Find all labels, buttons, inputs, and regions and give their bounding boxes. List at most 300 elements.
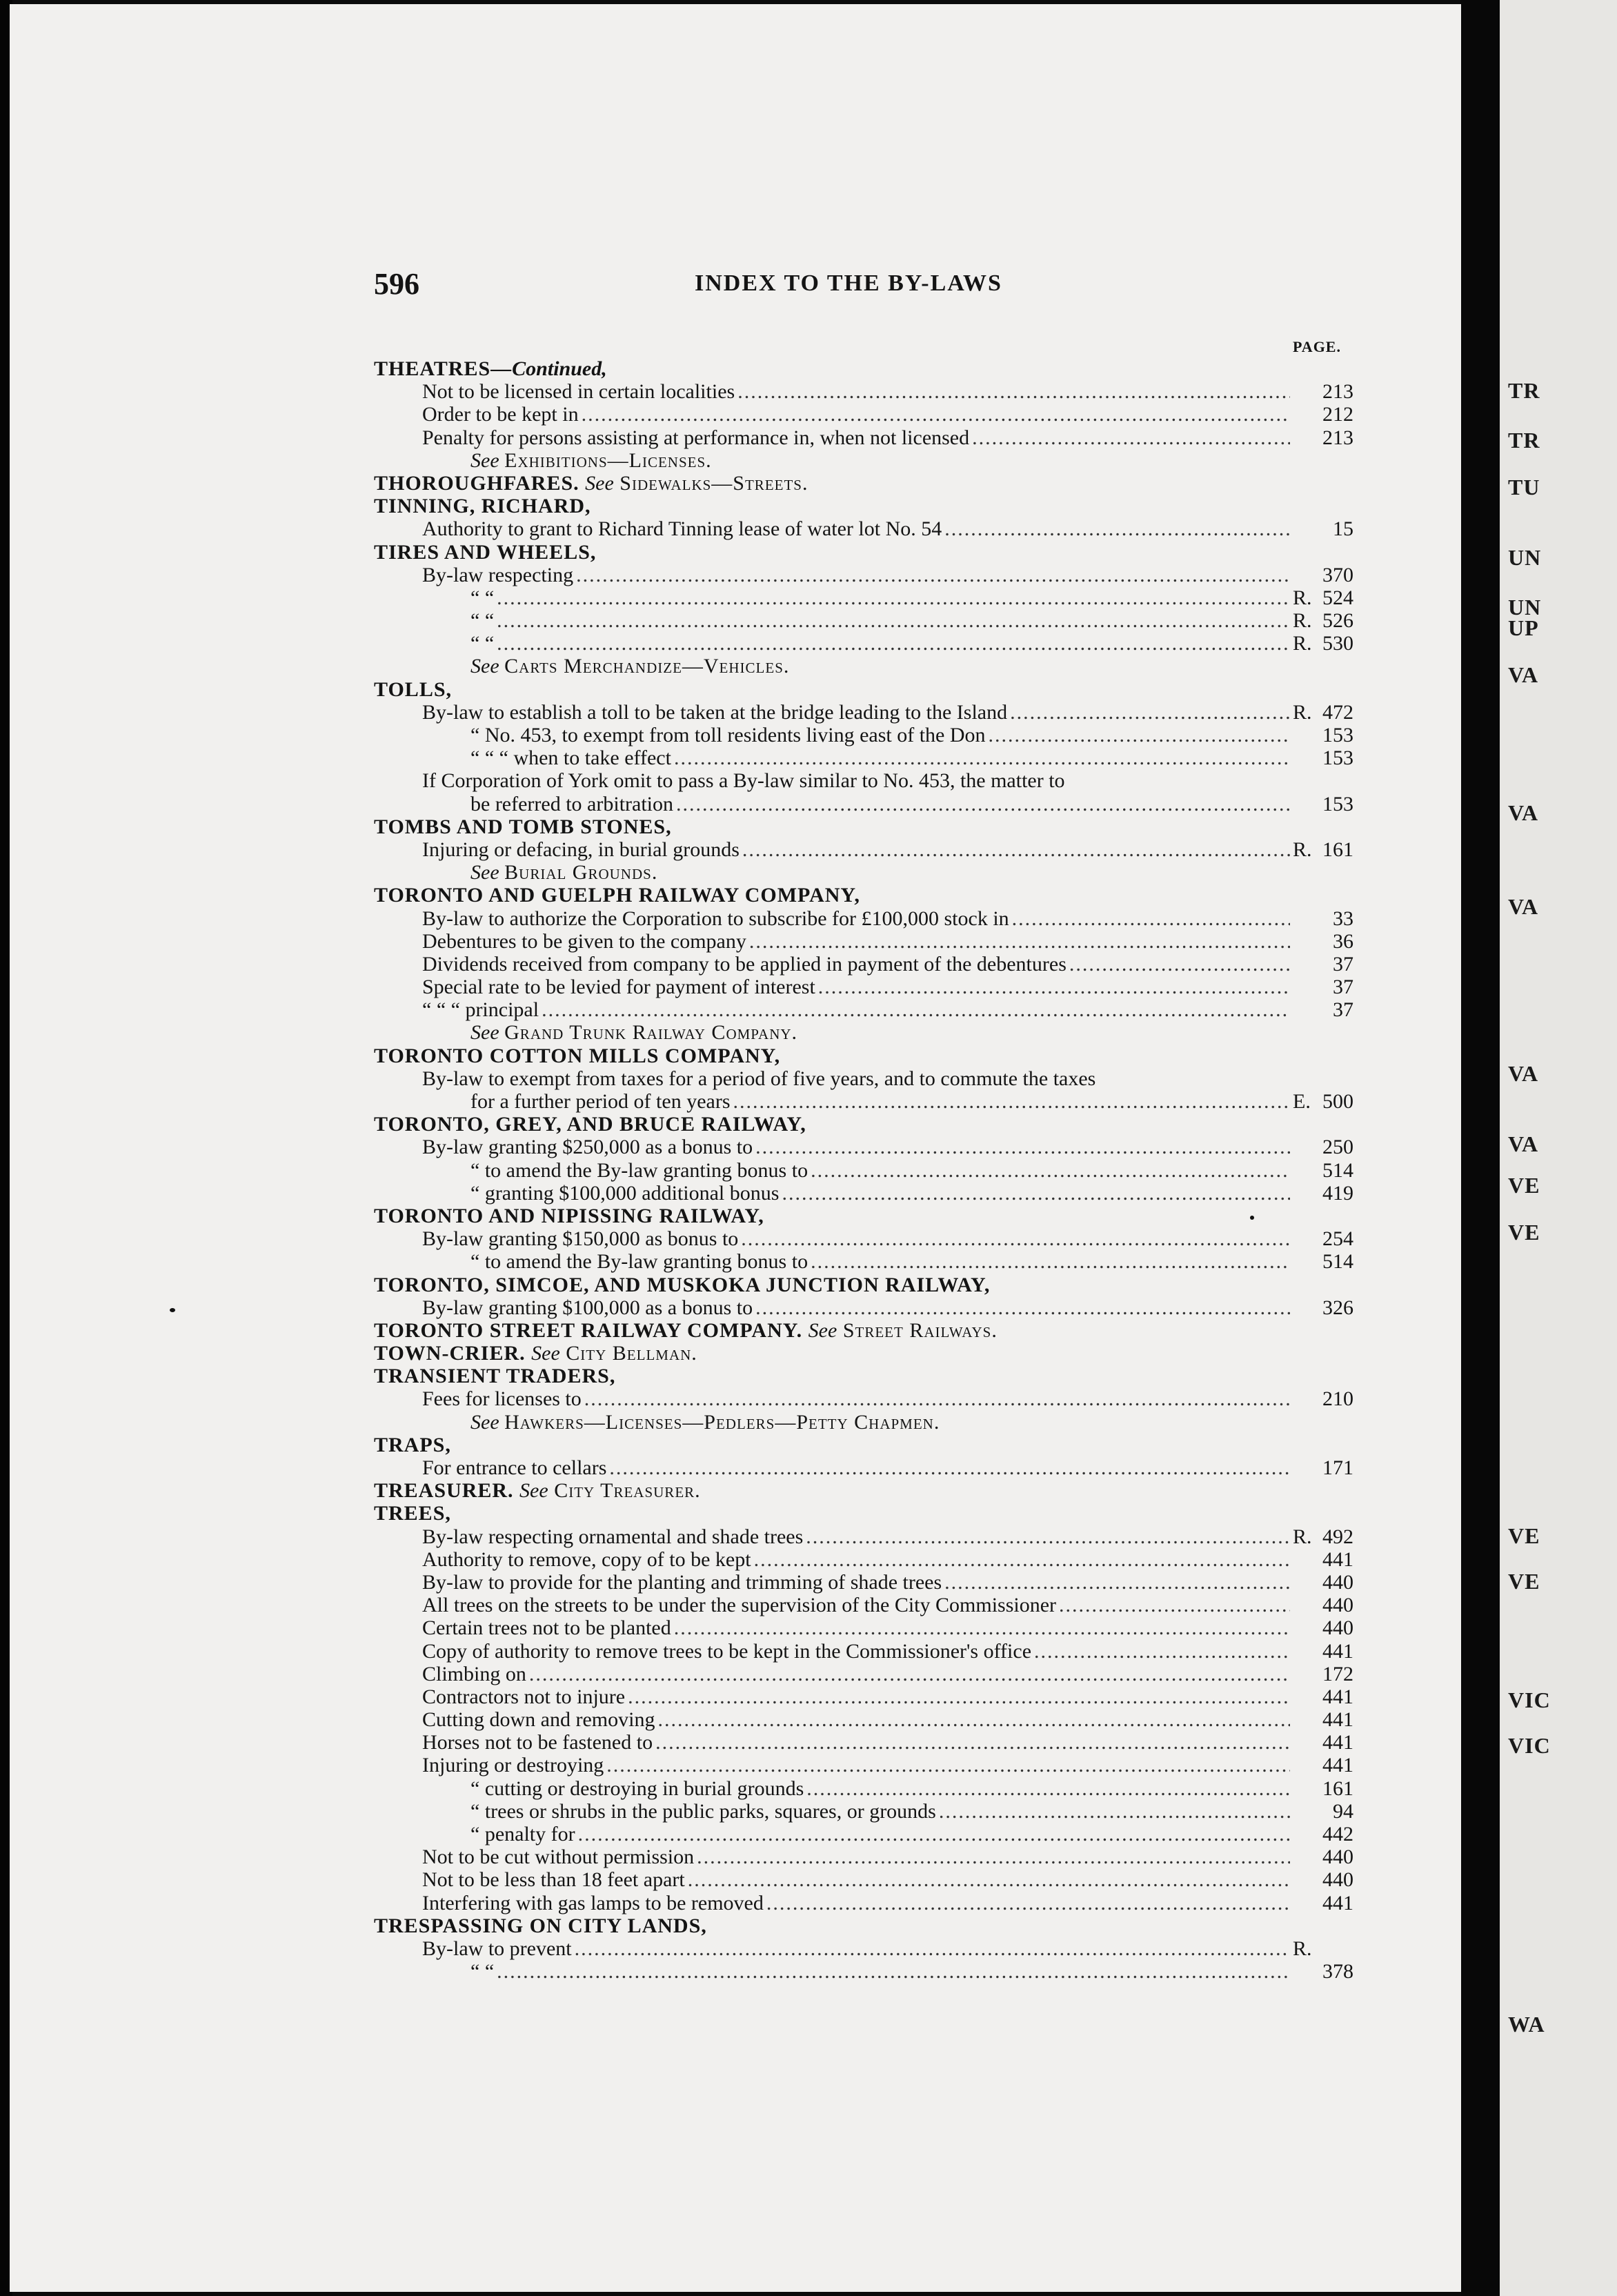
entry-label: TOWN-CRIER. xyxy=(374,1342,526,1365)
page-ref: 526 xyxy=(1322,609,1353,633)
facing-page-fragment: TR xyxy=(1508,378,1540,403)
entry-text xyxy=(470,861,657,884)
page-ref: 441 xyxy=(1322,1708,1353,1732)
leader-dots xyxy=(939,1800,1290,1823)
entry-label: TRANSIENT TRADERS, xyxy=(374,1365,616,1388)
index-heading xyxy=(374,357,1353,380)
entry-text xyxy=(374,1479,701,1502)
index-entry xyxy=(374,1937,1353,1960)
leader-dots xyxy=(606,1754,1290,1777)
entry-label: Injuring or destroying xyxy=(422,1754,604,1777)
index-entry xyxy=(374,1159,1353,1182)
see-target: Hawkers—Licenses—Pedlers—Petty Chapmen. xyxy=(504,1410,940,1434)
page-number: 596 xyxy=(374,267,419,301)
entry-label: “ No. 453, to exempt from toll residents living east of the Don xyxy=(470,724,986,746)
see-target: Burial Grounds. xyxy=(504,861,658,884)
entry-text xyxy=(422,1754,604,1777)
page-ref: 441 xyxy=(1322,1639,1353,1663)
entry-label: Not to be licensed in certain localities xyxy=(422,380,735,404)
entry-label: TRESPASSING ON CITY LANDS, xyxy=(374,1914,707,1937)
page-ref: 514 xyxy=(1322,1250,1353,1274)
entry-marker: R. xyxy=(1293,1937,1312,1960)
leader-dots xyxy=(674,1616,1290,1639)
index-entry xyxy=(374,701,1353,724)
leader-dots xyxy=(1010,701,1290,724)
see-target: Sidewalks—Streets. xyxy=(619,471,808,495)
leader-dots xyxy=(818,976,1290,998)
index-heading xyxy=(374,1205,1353,1227)
leader-dots xyxy=(811,1250,1290,1273)
page-ref: 492 xyxy=(1322,1525,1353,1548)
page-ref: 161 xyxy=(1322,838,1353,861)
leader-dots xyxy=(1059,1594,1290,1616)
index-entry xyxy=(374,1754,1353,1777)
see-label: See xyxy=(519,1479,548,1503)
page-ref: 15 xyxy=(1333,517,1353,541)
entry-text xyxy=(374,1045,780,1067)
entry-marker: R. xyxy=(1293,632,1312,655)
cross-reference xyxy=(374,449,1353,472)
index-entry xyxy=(374,838,1353,861)
entry-text xyxy=(374,1205,764,1227)
page-ref: 524 xyxy=(1322,586,1353,609)
page-ref: 250 xyxy=(1322,1136,1353,1159)
index-heading xyxy=(374,1045,1353,1067)
entry-label: By-law respecting ornamental and shade trees xyxy=(422,1525,804,1548)
see-label: See xyxy=(585,471,614,495)
entry-label: “ “ xyxy=(470,632,495,655)
index-heading xyxy=(374,1113,1353,1136)
entry-label: “ to amend the By-law granting bonus to xyxy=(470,1158,808,1182)
entry-text xyxy=(470,1800,936,1823)
index-entry xyxy=(374,1663,1353,1685)
leader-dots xyxy=(806,1777,1290,1800)
entry-text xyxy=(374,678,452,701)
leader-dots xyxy=(1034,1640,1290,1663)
index-entry xyxy=(374,1250,1353,1273)
index-heading xyxy=(374,1914,1353,1937)
entry-text xyxy=(422,1296,753,1319)
leader-dots xyxy=(972,426,1290,449)
page-ref: 94 xyxy=(1333,1799,1353,1823)
entry-label: Authority to grant to Richard Tinning lease of water lot No. 54 xyxy=(422,517,942,541)
page-ref: 37 xyxy=(1333,952,1353,976)
page-ref: 171 xyxy=(1322,1456,1353,1479)
entry-label: By-law to provide for the planting and trimming of shade trees xyxy=(422,1570,942,1594)
entry-label: “ “ “ principal xyxy=(422,998,539,1022)
entry-label: THEATRES— xyxy=(374,357,513,380)
see-label: See xyxy=(470,1021,499,1045)
see-target: Carts Merchandize—Vehicles. xyxy=(504,655,790,678)
page-ref: 378 xyxy=(1322,1960,1353,1983)
index-entry xyxy=(374,1548,1353,1571)
index-entry xyxy=(374,1067,1353,1090)
index-entry xyxy=(374,403,1353,426)
entry-label: “ to amend the By-law granting bonus to xyxy=(470,1250,808,1274)
leader-dots xyxy=(657,1708,1290,1731)
page-ref: 514 xyxy=(1322,1158,1353,1182)
index-entry xyxy=(374,1777,1353,1800)
leader-dots xyxy=(749,930,1290,953)
page-ref: 500 xyxy=(1322,1090,1353,1113)
entry-label: By-law granting $250,000 as a bonus to xyxy=(422,1136,753,1159)
page-ref: 213 xyxy=(1322,380,1353,404)
entry-label: “ “ xyxy=(470,1960,495,1983)
see-label: See xyxy=(808,1318,837,1342)
book-page xyxy=(10,4,1461,2292)
index-entry xyxy=(374,793,1353,815)
running-head: INDEX TO THE BY-LAWS xyxy=(695,270,1002,296)
entry-label: “ cutting or destroying in burial grounds xyxy=(470,1777,804,1800)
entry-label: Interfering with gas lamps to be removed xyxy=(422,1891,764,1914)
see-target: Street Railways. xyxy=(842,1318,998,1342)
leader-dots xyxy=(944,517,1290,540)
leader-dots xyxy=(497,609,1290,632)
index-heading xyxy=(374,815,1353,838)
index-entry xyxy=(374,1182,1353,1205)
entry-label: TORONTO COTTON MILLS COMPANY, xyxy=(374,1044,781,1067)
entry-label: Not to be less than 18 feet apart xyxy=(422,1868,685,1892)
index-heading xyxy=(374,1274,1353,1296)
entry-text xyxy=(374,1434,451,1456)
leader-dots xyxy=(754,1548,1290,1571)
entry-label: for a further period of ten years xyxy=(470,1090,731,1113)
index-heading xyxy=(374,1342,1353,1365)
entry-text xyxy=(422,1616,671,1639)
entry-label: Injuring or defacing, in burial grounds xyxy=(422,838,740,861)
index-entry xyxy=(374,1090,1353,1113)
entry-label: “ granting $100,000 additional bonus xyxy=(470,1181,780,1205)
page-ref: 441 xyxy=(1322,1731,1353,1754)
leader-dots xyxy=(688,1868,1290,1891)
entry-text xyxy=(422,1548,751,1571)
index-heading xyxy=(374,1434,1353,1456)
leader-dots xyxy=(944,1571,1290,1594)
entry-text xyxy=(374,815,672,838)
facing-page-fragment: WA xyxy=(1508,2012,1545,2037)
page-ref: 370 xyxy=(1322,563,1353,586)
entry-text xyxy=(422,380,735,403)
index-heading xyxy=(374,1319,1353,1342)
facing-page-fragment: VIC xyxy=(1508,1733,1551,1758)
entry-label: Horses not to be fastened to xyxy=(422,1731,653,1754)
entry-label: Special rate to be levied for payment of interest xyxy=(422,976,815,999)
index-heading xyxy=(374,884,1353,907)
index-entry xyxy=(374,609,1353,632)
entry-text xyxy=(422,564,573,586)
entry-label: TOMBS AND TOMB STONES, xyxy=(374,815,672,838)
page-ref: 153 xyxy=(1322,792,1353,815)
entry-marker: R. xyxy=(1293,838,1312,861)
entry-text xyxy=(422,998,539,1021)
entry-text xyxy=(374,1502,451,1525)
page-ref: 153 xyxy=(1322,724,1353,746)
continued-label: Continued, xyxy=(512,357,607,380)
entry-label: All trees on the streets to be under the supervision of the City Commissioner xyxy=(422,1594,1057,1617)
entry-label: TREASURER. xyxy=(374,1479,514,1503)
entry-text xyxy=(422,1937,572,1960)
entry-text xyxy=(422,426,969,449)
page-column-heading: PAGE. xyxy=(1293,338,1341,355)
see-label: See xyxy=(470,1410,499,1434)
cross-reference xyxy=(374,861,1353,884)
page-ref: 172 xyxy=(1322,1662,1353,1685)
leader-dots xyxy=(742,838,1290,861)
index-entry xyxy=(374,953,1353,976)
book-gutter xyxy=(1461,0,1500,2296)
page-ref: 326 xyxy=(1322,1296,1353,1319)
entry-text xyxy=(470,609,494,632)
index-entry xyxy=(374,1823,1353,1845)
page-ref: 440 xyxy=(1322,1845,1353,1869)
index-entry xyxy=(374,930,1353,953)
index-entry xyxy=(374,724,1353,746)
entry-text xyxy=(470,1090,731,1113)
index-entry xyxy=(374,426,1353,449)
entry-label: Cutting down and removing xyxy=(422,1708,655,1732)
leader-dots xyxy=(497,586,1290,609)
entry-text xyxy=(374,1319,998,1342)
see-target: City Bellman. xyxy=(566,1342,697,1365)
facing-page-fragment: UN xyxy=(1508,595,1542,620)
entry-text xyxy=(374,1365,615,1387)
page-ref: 440 xyxy=(1322,1868,1353,1892)
entry-label: By-law to authorize the Corporation to subscribe for £100,000 stock in xyxy=(422,907,1009,930)
index-entry xyxy=(374,1845,1353,1868)
entry-text xyxy=(470,1250,808,1273)
ink-speck xyxy=(1250,1216,1254,1220)
entry-label: Climbing on xyxy=(422,1662,526,1685)
entry-label: TORONTO, GREY, AND BRUCE RAILWAY, xyxy=(374,1113,806,1136)
entry-text xyxy=(422,1387,582,1410)
facing-page-fragment: TU xyxy=(1508,475,1540,499)
index-entry xyxy=(374,1708,1353,1731)
entry-text xyxy=(470,793,673,815)
index-entry xyxy=(374,769,1353,792)
entry-label: “ “ xyxy=(470,586,495,609)
entry-label: TORONTO AND GUELPH RAILWAY COMPANY, xyxy=(374,884,860,907)
page-header xyxy=(374,266,1374,301)
entry-label: TOLLS, xyxy=(374,677,453,701)
index-entry xyxy=(374,1868,1353,1891)
page-ref: 210 xyxy=(1322,1387,1353,1411)
cross-reference xyxy=(374,1021,1353,1044)
entry-marker: R. xyxy=(1293,586,1312,609)
facing-page-fragment: VE xyxy=(1508,1569,1540,1594)
facing-page-fragment: VE xyxy=(1508,1220,1540,1245)
index-entry xyxy=(374,1525,1353,1548)
index-entry xyxy=(374,998,1353,1021)
see-target: Grand Trunk Railway Company. xyxy=(504,1021,798,1045)
page-ref: 530 xyxy=(1322,632,1353,655)
entry-label: Copy of authority to remove trees to be kept in the Commissioner's office xyxy=(422,1639,1032,1663)
facing-page-fragment: VE xyxy=(1508,1173,1540,1198)
entry-text xyxy=(422,976,815,998)
entry-label: Authority to remove, copy of to be kept xyxy=(422,1547,751,1571)
entry-text xyxy=(422,1845,694,1868)
entry-text xyxy=(422,1456,606,1479)
index-entry xyxy=(374,586,1353,609)
leader-dots xyxy=(584,1387,1290,1410)
entry-text xyxy=(470,724,986,746)
page-ref: 441 xyxy=(1322,1685,1353,1708)
entry-label: By-law granting $100,000 as a bonus to xyxy=(422,1296,753,1319)
entry-text xyxy=(374,541,596,564)
entry-label: TREES, xyxy=(374,1502,451,1525)
entry-marker: R. xyxy=(1293,700,1312,724)
entry-text xyxy=(422,1708,655,1731)
entry-label: “ trees or shrubs in the public parks, squares, or grounds xyxy=(470,1799,936,1823)
entry-text xyxy=(470,1159,808,1182)
page-ref: 161 xyxy=(1322,1777,1353,1800)
index-entry xyxy=(374,1296,1353,1319)
facing-page-fragment: VIC xyxy=(1508,1688,1551,1712)
entry-label: be referred to arbitration xyxy=(470,792,674,815)
entry-label: By-law to establish a toll to be taken at the bridge leading to the Island xyxy=(422,700,1008,724)
leader-dots xyxy=(497,632,1290,655)
entry-label: “ “ xyxy=(470,609,495,633)
entry-text xyxy=(422,1136,753,1158)
see-label: See xyxy=(531,1342,560,1365)
ink-speck xyxy=(170,1308,175,1312)
leader-dots xyxy=(755,1136,1290,1158)
leader-dots xyxy=(741,1227,1290,1250)
entry-text xyxy=(374,1914,707,1937)
index-list xyxy=(374,357,1353,1983)
entry-text xyxy=(422,930,746,953)
entry-text xyxy=(422,953,1067,976)
entry-text xyxy=(422,1731,653,1754)
entry-text xyxy=(470,1411,940,1434)
leader-dots xyxy=(806,1525,1290,1548)
index-entry xyxy=(374,907,1353,930)
entry-text xyxy=(470,1960,494,1983)
entry-text xyxy=(374,472,808,495)
entry-text xyxy=(422,907,1009,930)
index-entry xyxy=(374,1960,1353,1983)
index-entry xyxy=(374,1800,1353,1823)
page-ref: 441 xyxy=(1322,1547,1353,1571)
leader-dots xyxy=(529,1663,1290,1685)
page-ref: 472 xyxy=(1322,700,1353,724)
entry-text xyxy=(470,632,494,655)
leader-dots xyxy=(576,564,1290,586)
index-entry xyxy=(374,1387,1353,1410)
entry-label: TIRES AND WHEELS, xyxy=(374,540,597,564)
index-heading xyxy=(374,495,1353,517)
entry-label: TRAPS, xyxy=(374,1433,451,1456)
entry-label: If Corporation of York omit to pass a By-law similar to No. 453, the matter to xyxy=(422,769,1065,793)
leader-dots xyxy=(542,998,1290,1021)
leader-dots xyxy=(1069,953,1290,976)
leader-dots xyxy=(676,793,1290,815)
cross-reference xyxy=(374,1411,1353,1434)
see-target: Exhibitions—Licenses. xyxy=(504,448,712,472)
see-target: City Treasurer. xyxy=(554,1479,701,1503)
leader-dots xyxy=(497,1960,1290,1983)
index-entry xyxy=(374,1227,1353,1250)
leader-dots xyxy=(811,1159,1290,1182)
entry-label: By-law granting $150,000 as bonus to xyxy=(422,1227,739,1251)
entry-label: TINNING, RICHARD, xyxy=(374,495,591,518)
leader-dots xyxy=(697,1845,1290,1868)
facing-page-fragment: VE xyxy=(1508,1523,1540,1548)
entry-label: TORONTO, SIMCOE, AND MUSKOKA JUNCTION RAILWAY, xyxy=(374,1273,991,1296)
leader-dots xyxy=(755,1296,1290,1319)
entry-label: Contractors not to injure xyxy=(422,1685,626,1708)
entry-text xyxy=(374,357,607,380)
entry-label: TORONTO STREET RAILWAY COMPANY. xyxy=(374,1318,803,1342)
entry-label: Penalty for persons assisting at performance in, when not licensed xyxy=(422,426,970,449)
index-entry xyxy=(374,1456,1353,1479)
index-heading xyxy=(374,1365,1353,1387)
entry-text xyxy=(422,1892,764,1914)
entry-label: By-law to exempt from taxes for a period of five years, and to commute the taxes xyxy=(422,1067,1096,1090)
entry-label: Fees for licenses to xyxy=(422,1387,582,1411)
index-entry xyxy=(374,632,1353,655)
index-heading xyxy=(374,1502,1353,1525)
entry-marker: R. xyxy=(1293,1525,1312,1548)
index-entry xyxy=(374,517,1353,540)
page-ref: 419 xyxy=(1322,1181,1353,1205)
entry-label: Order to be kept in xyxy=(422,403,579,426)
index-entry xyxy=(374,380,1353,403)
index-entry xyxy=(374,746,1353,769)
facing-page-fragment: VA xyxy=(1508,894,1539,919)
entry-label: By-law to prevent xyxy=(422,1937,572,1960)
entry-text xyxy=(422,517,942,540)
entry-text xyxy=(422,1571,942,1594)
index-entry xyxy=(374,1616,1353,1639)
entry-text xyxy=(470,1777,804,1800)
leader-dots xyxy=(766,1892,1290,1914)
leader-dots xyxy=(782,1182,1290,1205)
see-label: See xyxy=(470,655,499,678)
facing-page-fragment: VA xyxy=(1508,1061,1539,1086)
index-entry xyxy=(374,1731,1353,1754)
entry-label: Certain trees not to be planted xyxy=(422,1616,671,1640)
page-ref: 33 xyxy=(1333,907,1353,930)
page-ref: 213 xyxy=(1322,426,1353,449)
entry-text xyxy=(422,838,740,861)
entry-text xyxy=(422,1525,803,1548)
entry-text xyxy=(470,586,494,609)
page-ref: 441 xyxy=(1322,1891,1353,1914)
leader-dots xyxy=(609,1456,1290,1479)
facing-page-fragment: VA xyxy=(1508,662,1539,687)
page-ref: 440 xyxy=(1322,1570,1353,1594)
facing-page-edge xyxy=(1500,0,1617,2296)
entry-text xyxy=(470,1021,797,1044)
facing-page-fragment: UP xyxy=(1508,615,1539,640)
facing-page-fragment: TR xyxy=(1508,428,1540,453)
index-entry xyxy=(374,1136,1353,1158)
entry-marker: R. xyxy=(1293,609,1312,633)
index-heading xyxy=(374,678,1353,701)
entry-text xyxy=(422,1685,625,1708)
entry-text xyxy=(374,1274,990,1296)
entry-label: Debentures to be given to the company xyxy=(422,929,746,953)
entry-text xyxy=(422,1594,1056,1616)
index-entry xyxy=(374,1571,1353,1594)
entry-label: For entrance to cellars xyxy=(422,1456,607,1479)
see-label: See xyxy=(470,448,499,472)
page-ref: 36 xyxy=(1333,929,1353,953)
page-ref: 212 xyxy=(1322,403,1353,426)
entry-text xyxy=(470,1823,575,1845)
facing-page-fragment: UN xyxy=(1508,545,1542,570)
entry-label: Not to be cut without permission xyxy=(422,1845,695,1869)
